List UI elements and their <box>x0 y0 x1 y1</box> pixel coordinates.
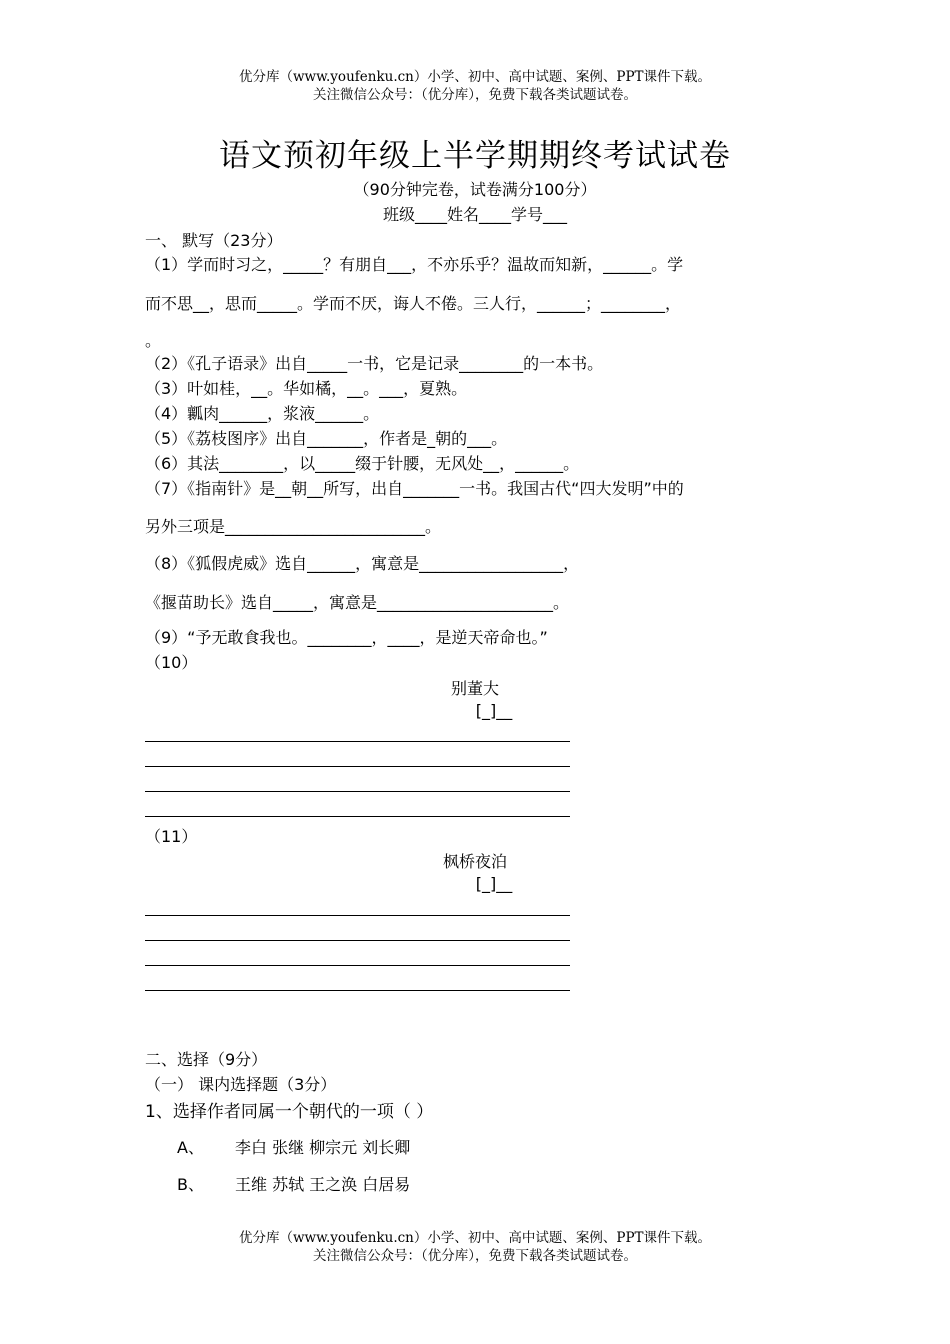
poem-1-author: [_]__ <box>475 701 513 720</box>
question-1-line-2: 而不思__，思而_____。学而不厌，诲人不倦。三人行，______；________， <box>145 294 682 313</box>
option-a-label: A、 <box>177 1138 204 1157</box>
question-3: （3）叶如桂，__。华如橘，__。___，夏熟。 <box>145 379 468 398</box>
answer-line <box>145 741 570 742</box>
question-7-line-1: （7）《指南针》是__朝__所写，出自_______一书。我国古代“四大发明”中的 <box>145 479 684 498</box>
section2-part-1: （一） 课内选择题（3分） <box>145 1075 337 1094</box>
question-5: （5）《荔枝图序》出自_______，作者是_朝的___。 <box>145 429 508 448</box>
answer-line <box>145 965 570 966</box>
question-8-line-2: 《揠苗助长》选自_____，寓意是______________________。 <box>145 593 570 612</box>
question-7-line-2: 另外三项是_________________________。 <box>145 517 442 536</box>
question-1-line-3: 。 <box>145 331 162 350</box>
exam-subtitle: （90分钟完卷，试卷满分100分） <box>353 180 597 199</box>
answer-line <box>145 990 570 991</box>
poem-2-title: 枫桥夜泊 <box>442 852 507 871</box>
question-9: （9）“予无敢食我也。________，____，是逆天帝命也。” <box>145 628 548 647</box>
option-a-text: 李白 张继 柳宗元 刘长卿 <box>235 1138 411 1157</box>
answer-line <box>145 915 570 916</box>
header-line-2: 关注微信公众号：（优分库），免费下载各类试题试卷。 <box>313 87 637 103</box>
header-line-1: 优分库（www.youfenku.cn）小学、初中、高中试题、案例、PPT课件下载。 <box>238 69 712 85</box>
choice-question-1: 1、选择作者同属一个朝代的一项（ ） <box>145 1102 434 1122</box>
question-1-line-1: （1）学而时习之，_____？有朋自___，不亦乐乎？温故而知新，______。学 <box>145 255 684 274</box>
question-6: （6）其法________，以_____缀于针腰，无风处__，______。 <box>145 454 580 473</box>
question-11: （11） <box>145 827 198 846</box>
question-10: （10） <box>145 653 198 672</box>
student-info-line: 班级____姓名____学号___ <box>382 205 567 224</box>
answer-line <box>145 816 570 817</box>
section2-heading: 二、选择（9分） <box>145 1050 268 1069</box>
section1-heading: 一、 默写（23分） <box>145 231 283 250</box>
question-4: （4）瓤肉______，浆液______。 <box>145 404 380 423</box>
option-a <box>177 1135 410 1158</box>
option-b-label: B、 <box>177 1175 204 1194</box>
poem-2-author: [_]__ <box>475 874 513 893</box>
question-8-line-1: （8）《狐假虎威》选自______，寓意是__________________， <box>145 554 580 573</box>
answer-line <box>145 940 570 941</box>
footer-line-2: 关注微信公众号：（优分库），免费下载各类试题试卷。 <box>313 1248 637 1264</box>
option-b-text: 王维 苏轼 王之涣 白居易 <box>235 1175 411 1194</box>
page-title: 语文预初年级上半学期期终考试试卷 <box>219 138 731 174</box>
answer-line <box>145 791 570 792</box>
option-b <box>177 1172 410 1195</box>
footer-line-1: 优分库（www.youfenku.cn）小学、初中、高中试题、案例、PPT课件下载。 <box>238 1230 712 1246</box>
answer-line <box>145 766 570 767</box>
question-2: （2）《孔子语录》出自_____一书，它是记录________的一本书。 <box>145 354 604 373</box>
poem-1-title: 别董大 <box>450 679 499 698</box>
